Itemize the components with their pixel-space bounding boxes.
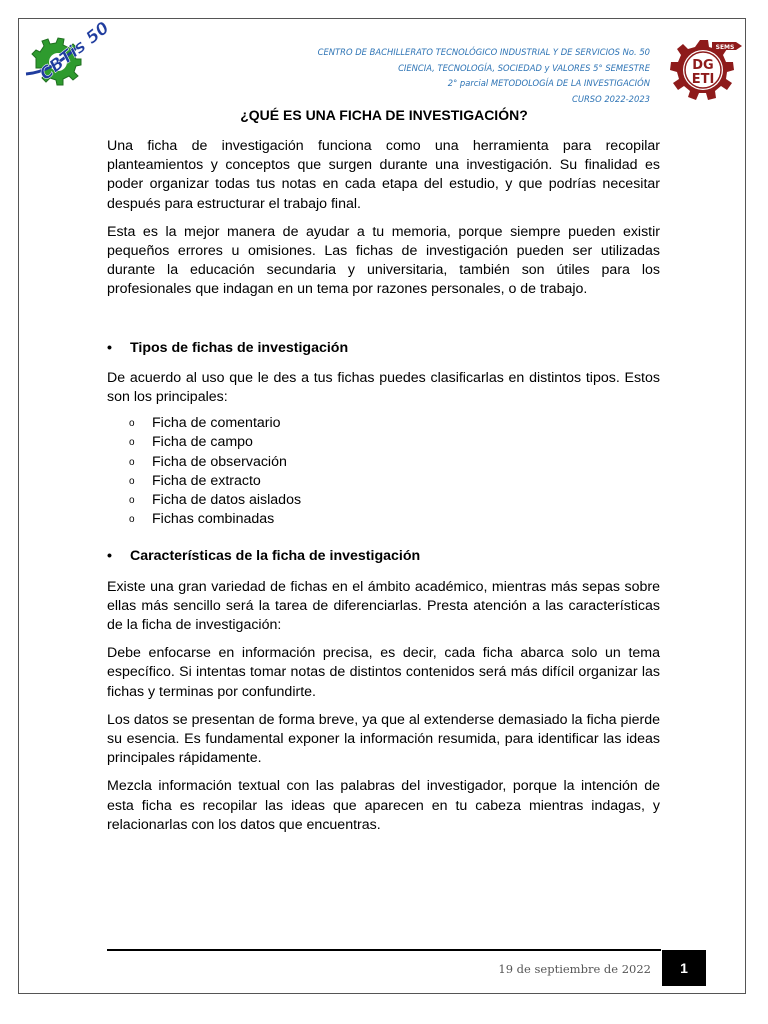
- footer-date: 19 de septiembre de 2022: [498, 962, 651, 976]
- header-line-subject: CIENCIA, TECNOLOGÍA, SOCIEDAD y VALORES 5° SEMESTRE: [398, 62, 650, 73]
- types-intro-paragraph: De acuerdo al uso que le des a tus fichas puedes clasificarlas en distintos tipos. Estos son los principales:: [107, 369, 660, 406]
- circle-bullet-icon: o: [129, 475, 135, 487]
- dgeti-logo: [662, 36, 744, 110]
- types-list: [107, 414, 660, 529]
- list-item: o Ficha de observación: [129, 453, 660, 472]
- characteristics-paragraph-2: Debe enfocarse en información precisa, es decir, cada ficha abarca solo un tema específico. Si intentas tomar notas de distintos contenidos será más difícil organizar las fichas y terminas por confundirte.: [107, 645, 660, 700]
- characteristics-paragraph-3: Los datos se presentan de forma breve, ya que al extenderse demasiado la ficha pierde su esencia. Es fundamental exponer la información resumida, para identificar las ideas principales rápidamente.: [107, 711, 660, 767]
- footer-divider: [107, 949, 661, 951]
- bullet-icon: •: [107, 339, 112, 356]
- document-title: ¿QUÉ ES UNA FICHA DE INVESTIGACIÓN?: [240, 107, 528, 123]
- svg-text:SEMS: SEMS: [715, 44, 735, 51]
- header-line-institution: CENTRO DE BACHILLERATO TECNOLÓGICO INDUSTRIAL Y DE SERVICIOS No. 50: [317, 47, 650, 57]
- characteristics-paragraph-1: Existe una gran variedad de fichas en el ámbito académico, mientras más sepas sobre ellas más sencillo será la tarea de diferenciarlas. Presta atención a las características de la ficha de investigación:: [107, 578, 660, 634]
- circle-bullet-icon: o: [129, 437, 135, 449]
- section-heading-characteristics: [107, 547, 660, 566]
- circle-bullet-icon: o: [129, 418, 135, 430]
- section-heading-text: Tipos de fichas de investigación: [130, 339, 349, 356]
- svg-text:ETI: ETI: [691, 72, 715, 87]
- list-item: o Ficha de datos aislados: [129, 491, 660, 510]
- svg-text:CBTis 50: CBTis 50: [35, 18, 114, 85]
- circle-bullet-icon: o: [129, 514, 135, 526]
- list-item: o Ficha de extracto: [129, 472, 660, 491]
- svg-text:DG: DG: [692, 58, 714, 73]
- cbtis-logo: [22, 18, 114, 98]
- header-institution: [318, 45, 650, 107]
- circle-bullet-icon: o: [129, 495, 135, 507]
- list-item: o Fichas combinadas: [129, 510, 660, 529]
- section-heading-text: Características de la ficha de investigación: [130, 548, 421, 565]
- circle-bullet-icon: o: [129, 456, 135, 468]
- list-item: o Ficha de comentario: [129, 414, 660, 433]
- header-line-course: CURSO 2022-2023: [571, 93, 650, 104]
- document-body: [107, 137, 660, 844]
- intro-paragraph-2: Esta es la mejor manera de ayudar a tu memoria, porque siempre pueden existir pequeños errores u omisiones. Las fichas de investigación pueden ser utilizadas durante la educación secundaria y universitaria, también son útiles para los profesionales que indagan en un tema por razones personales, o de trabajo.: [107, 223, 660, 298]
- intro-paragraph-1: Una ficha de investigación funciona como una herramienta para recopilar planteamientos y conceptos que surgen durante una investigación. Su finalidad es poder organizar todas tus notas en cada etapa del estudio, y que podrías necesitar después para estructurar el trabajo final.: [107, 138, 660, 212]
- section-heading-types: [107, 339, 660, 358]
- list-item: o Ficha de campo: [129, 433, 660, 452]
- bullet-icon: •: [107, 548, 112, 565]
- page-number: 1: [662, 950, 706, 986]
- characteristics-paragraph-4: Mezcla información textual con las palabras del investigador, porque la intención de esta ficha es recopilar las ideas que aparecen en tu cabeza mientras indagas, y relacionarlas con los datos que encuentras.: [107, 778, 660, 833]
- header-line-parcial: 2° parcial METODOLOGÍA DE LA INVESTIGACIÓN: [447, 78, 650, 88]
